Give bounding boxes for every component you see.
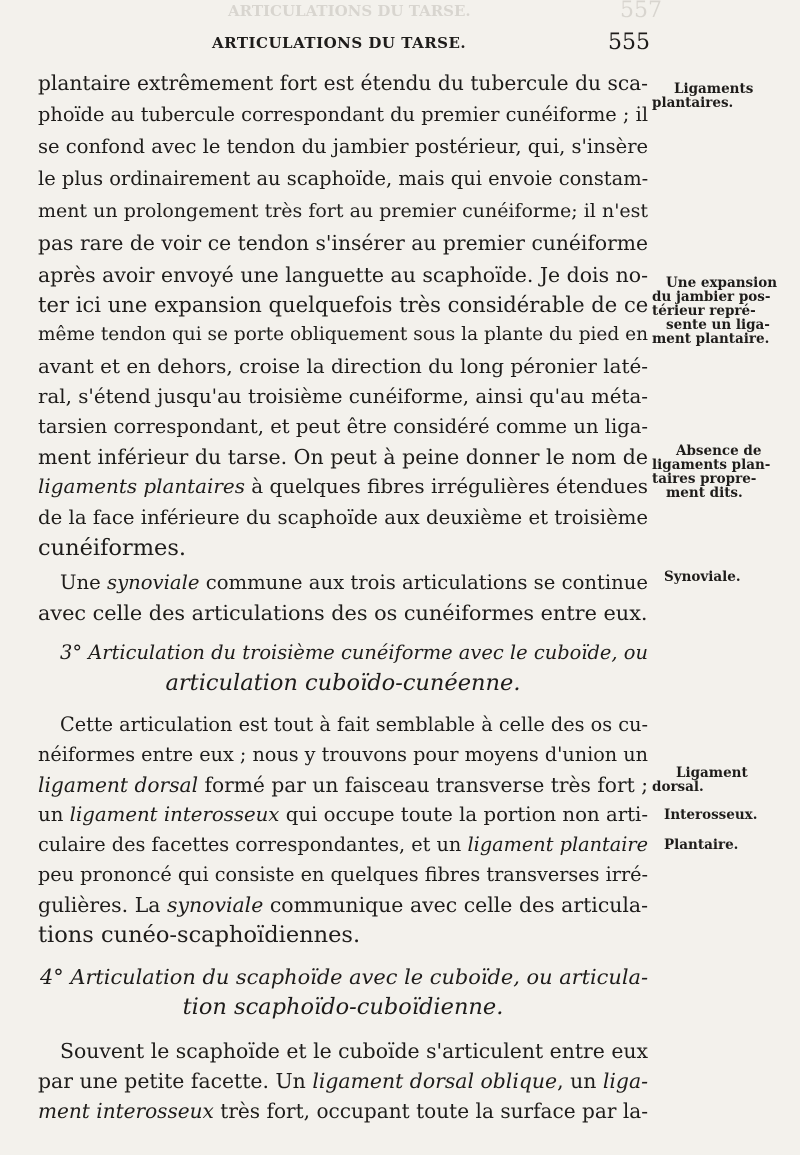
text-line: par une petite facette. Un ligament dorsal oblique, un liga- [38, 1069, 648, 1093]
margin-note-line: dorsal. [652, 779, 704, 795]
text-line: ment un prolongement très fort au premier cunéiforme; il n'est [38, 200, 648, 222]
text-line: tarsien correspondant, et peut être considéré comme un liga- [38, 415, 648, 438]
text-line: avant et en dehors, croise la direction du long péronier laté- [38, 355, 648, 378]
text-line: cunéiformes. [38, 535, 187, 561]
text-line: se confond avec le tendon du jambier postérieur, qui, s'insère [38, 135, 649, 158]
text-line: ment inférieur du tarse. On peut à peine donner le nom de [38, 445, 648, 469]
margin-note-line: ment plantaire. [652, 331, 770, 347]
margin-note-line: Une expansion [666, 275, 778, 291]
margin-note-line: Interosseux. [664, 807, 758, 823]
margin-note-synoviale [664, 570, 784, 584]
margin-note-line: plantaires. [652, 95, 734, 111]
text-line: néiformes entre eux ; nous y trouvons pour moyens d'union un [38, 743, 648, 766]
margin-note-line: Plantaire. [664, 837, 739, 853]
margin-note-line: ligaments plan- [652, 457, 771, 473]
section-heading: articulation cuboïdo-cunéenne. [165, 670, 521, 696]
margin-note-interosseux [664, 808, 784, 822]
text-line: Souvent le scaphoïde et le cuboïde s'articulent entre eux [60, 1039, 648, 1063]
text-line: Cette articulation est tout à fait semblable à celle des os cu- [60, 713, 648, 736]
show-through-page-number: 557 [620, 0, 662, 23]
section-heading: 3° Articulation du troisième cunéiforme avec le cuboïde, ou [60, 641, 648, 664]
margin-note-line: Ligaments [674, 81, 754, 97]
text-line: même tendon qui se porte obliquement sous la plante du pied en [38, 324, 648, 345]
margin-note-expansion [652, 275, 778, 347]
running-title: ARTICULATIONS DU TARSE. [212, 34, 467, 52]
margin-note-line: Absence de [676, 443, 762, 459]
margin-note-absence [652, 444, 772, 500]
margin-note-plantaire [664, 838, 784, 852]
text-line: après avoir envoyé une languette au scaphoïde. Je dois no- [38, 263, 648, 287]
text-line: tions cunéo-scaphoïdiennes. [38, 922, 361, 948]
text-line: ral, s'étend jusqu'au troisième cunéiforme, ainsi qu'au méta- [38, 385, 648, 408]
section-heading: 4° Articulation du scaphoïde avec le cuboïde, ou articula- [40, 965, 648, 989]
section-heading: tion scaphoïdo-cuboïdienne. [182, 994, 504, 1020]
margin-note-ligaments-plantaires [652, 82, 772, 110]
margin-note-line: ment dits. [666, 485, 743, 501]
margin-note-line: térieur repré- [652, 303, 756, 319]
text-line: un ligament interosseux qui occupe toute la portion non arti- [38, 803, 648, 826]
page-number: 555 [608, 30, 650, 55]
text-line: Une synoviale commune aux trois articulations se continue [60, 571, 648, 594]
text-line: ment interosseux très fort, occupant toute la surface par la- [38, 1099, 648, 1123]
margin-note-line: Ligament [676, 765, 748, 781]
text-line: culaire des facettes correspondantes, et un ligament plantaire [38, 833, 648, 856]
text-line: plantaire extrêmement fort est étendu du tubercule du sca- [38, 71, 648, 95]
margin-note-line: sente un liga- [666, 317, 770, 333]
text-line: peu prononcé qui consiste en quelques fibres transverses irré- [38, 863, 648, 886]
text-line: avec celle des articulations des os cunéiformes entre eux. [38, 601, 648, 625]
text-line: ligaments plantaires à quelques fibres irrégulières étendues [38, 475, 648, 498]
margin-note-line: du jambier pos- [652, 289, 771, 305]
text-line: phoïde au tubercule correspondant du premier cunéiforme ; il [38, 103, 648, 126]
margin-note-line: taires propre- [652, 471, 757, 487]
text-line: de la face inférieure du scaphoïde aux deuxième et troisième [38, 506, 648, 529]
text-line: ter ici une expansion quelquefois très considérable de ce [38, 292, 649, 317]
margin-note-line: Synoviale. [664, 569, 741, 585]
text-line: pas rare de voir ce tendon s'insérer au premier cunéiforme [38, 231, 648, 255]
text-line: gulières. La synoviale communique avec celle des articula- [38, 893, 648, 917]
text-line: le plus ordinairement au scaphoïde, mais qui envoie constam- [38, 167, 649, 190]
text-line: ligament dorsal formé par un faisceau transverse très fort ; [38, 773, 648, 797]
margin-note-ligament-dorsal [652, 766, 772, 794]
show-through-title: ARTICULATIONS DU TARSE. [228, 2, 471, 20]
